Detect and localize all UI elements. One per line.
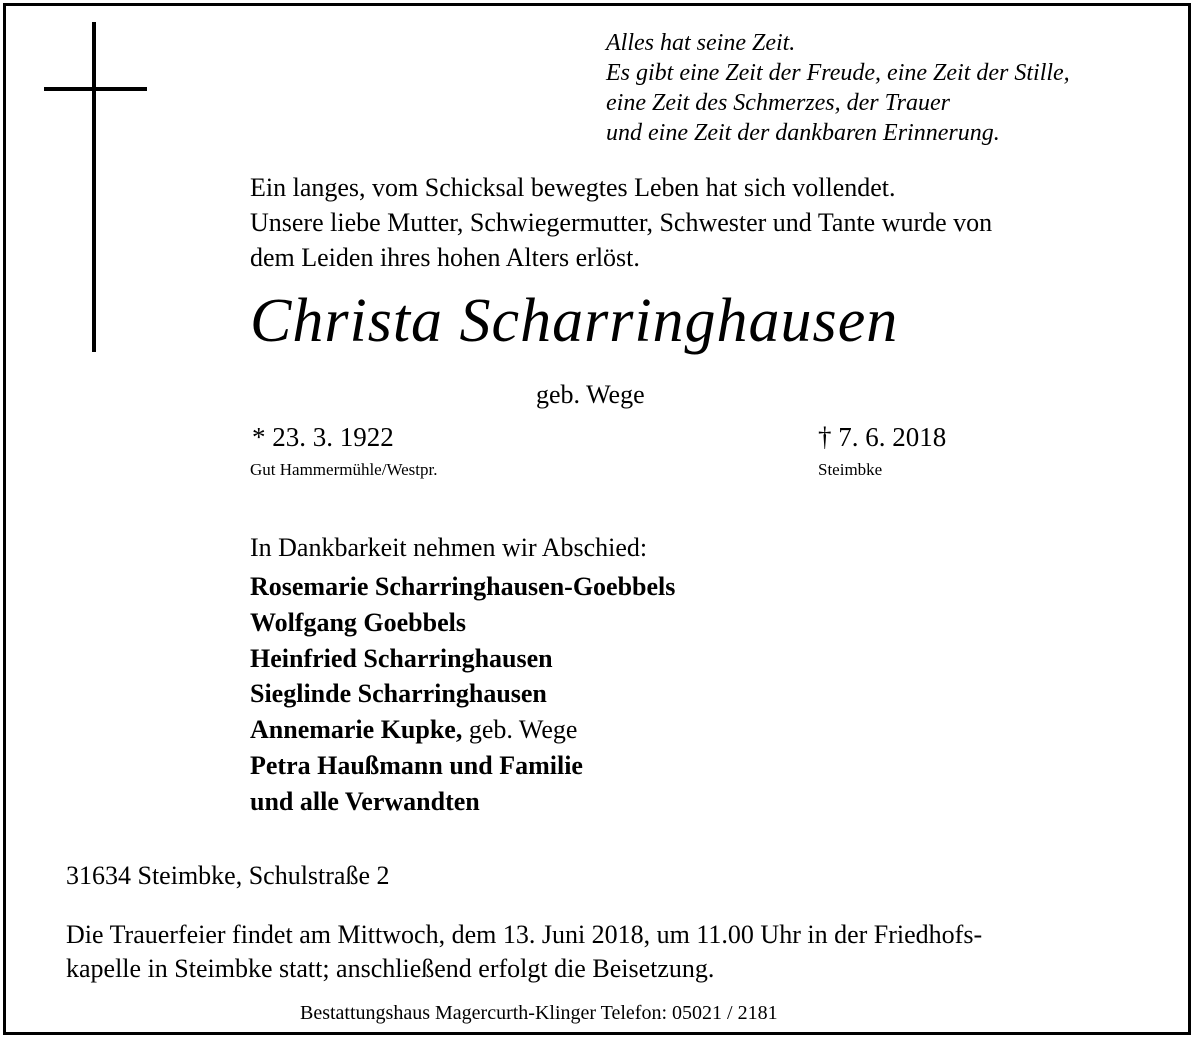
mourner-name: Rosemarie Scharringhausen-Goebbels [250,572,676,601]
birth-place: Gut Hammermühle/Westpr. [250,460,438,479]
service-line: Die Trauerfeier findet am Mittwoch, dem 13. Juni 2018, um 11.00 Uhr in der Friedhofs- [66,920,983,949]
poem [606,28,1070,148]
mourners-list [250,569,675,820]
service-info [66,918,982,986]
address: 31634 Steimbke, Schulstraße 2 [66,861,390,890]
service-line: kapelle in Steimbke statt; anschließend erfolgt die Beisetzung. [66,954,715,983]
mourner-name: Sieglinde Scharringhausen [250,679,547,709]
mourner-name: Petra Haußmann und Familie [250,750,583,780]
poem-line: Es gibt eine Zeit der Freude, eine Zeit der Stille, [606,60,1070,86]
farewell-text: In Dankbarkeit nehmen wir Abschied: [250,533,648,562]
intro-line: Unsere liebe Mutter, Schwiegermutter, Schwester und Tante wurde von [250,208,993,237]
poem-line: eine Zeit des Schmerzes, der Trauer [606,90,950,116]
intro-text [250,170,992,275]
death-place: Steimbke [818,460,883,479]
mourner-entry [250,712,675,748]
funeral-home-footer: Bestattungshaus Magercurth-Klinger Telefon: 05021 / 2181 [300,1002,778,1024]
mourner-name: Heinfried Scharringhausen [250,643,553,673]
mourner-name: Annemarie Kupke, [250,715,463,745]
intro-line: dem Leiden ihres hohen Alters erlöst. [250,243,640,272]
maiden-name: geb. Wege [536,380,645,409]
deceased-name: Christa Scharringhausen [250,287,899,355]
cross-vertical-bar [92,22,96,352]
poem-line: Alles hat seine Zeit. [606,30,796,56]
mourner-maiden-note: geb. Wege [468,715,578,745]
death-date: † 7. 6. 2018 [818,422,947,452]
birth-date: * 23. 3. 1922 [252,422,394,452]
poem-line: und eine Zeit der dankbaren Erinnerung. [606,120,1000,146]
mourner-name: und alle Verwandten [250,786,480,816]
cross-horizontal-bar [44,87,147,91]
mourner-name: Wolfgang Goebbels [250,607,466,637]
intro-line: Ein langes, vom Schicksal bewegtes Leben hat sich vollendet. [250,173,896,202]
